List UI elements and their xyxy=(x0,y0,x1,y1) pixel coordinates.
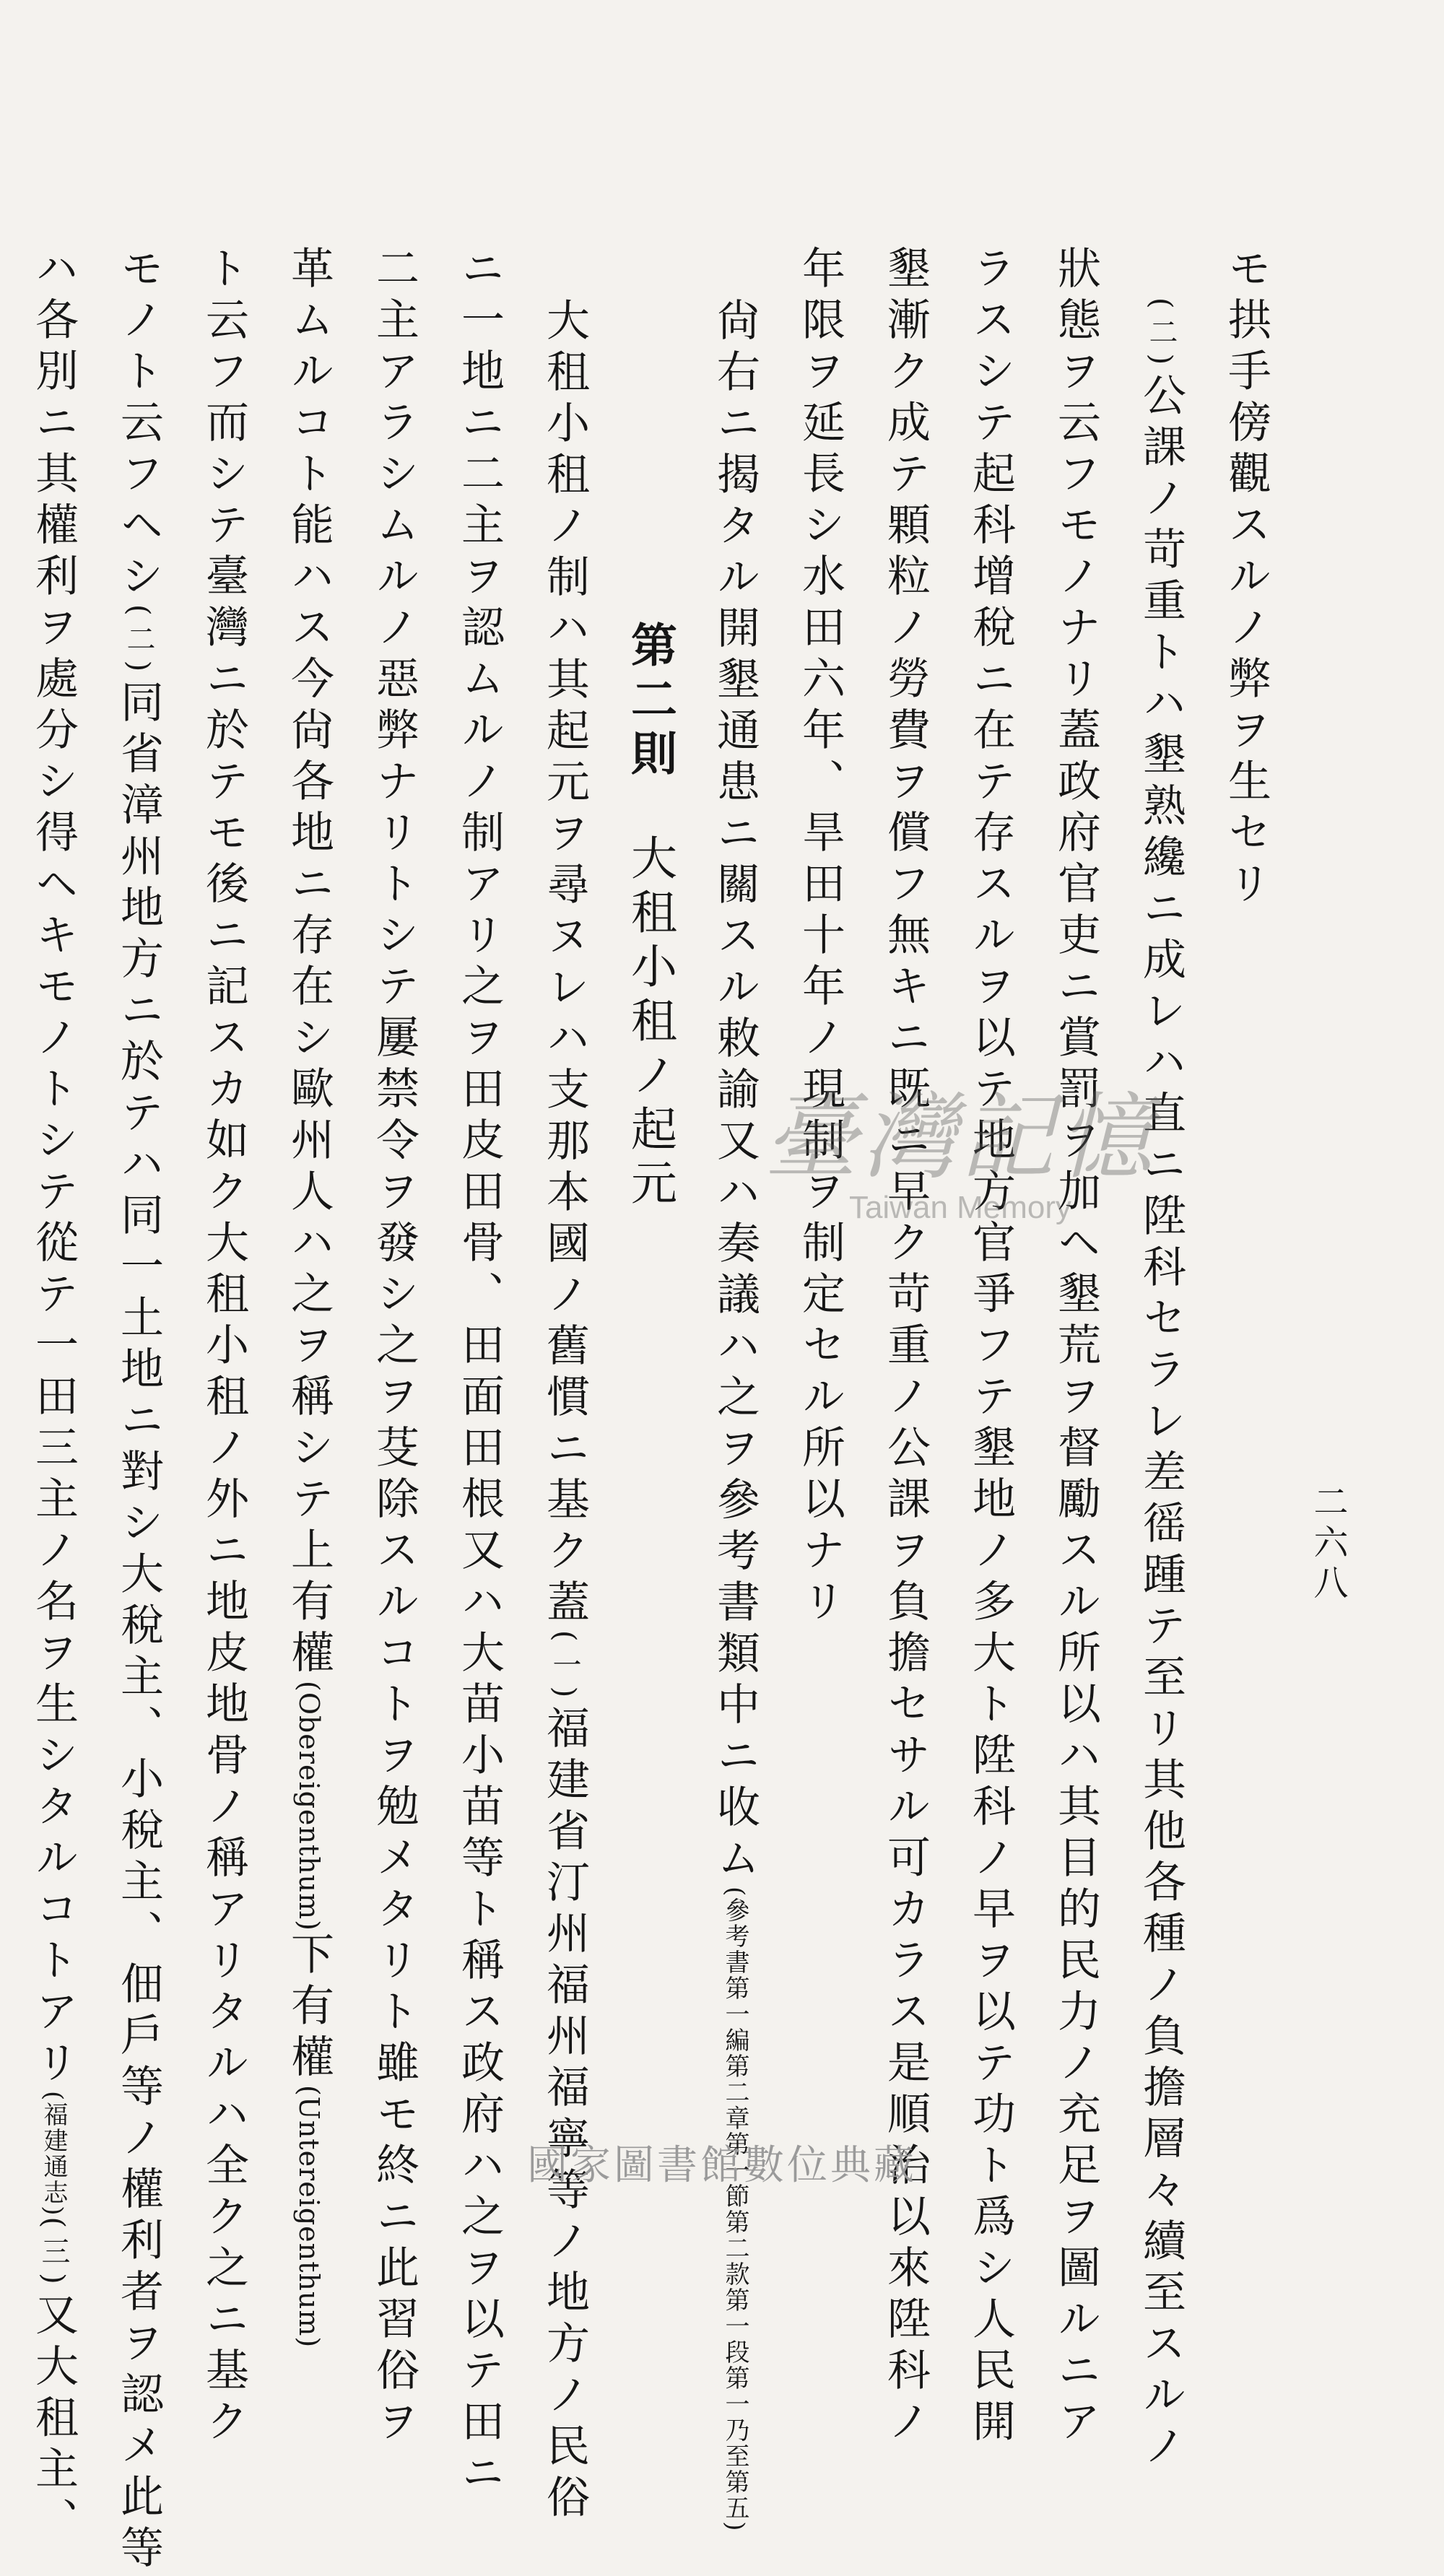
text-column xyxy=(0,245,11,2036)
text-column: ラスシテ起科增稅ニ在テ存スルヲ以テ地方官爭フテ墾地ノ多大ト陞科ノ早ヲ以テ功ト爲シ人民開 xyxy=(965,245,1016,2450)
text-column: ハ各別ニ其權利ヲ處分シ得ヘキモノトシテ從テ一田三主ノ名ヲ生シタルコトアリ(福建通志)(三)又大租主、 xyxy=(28,245,79,2549)
item-number: (二) xyxy=(1144,297,1178,373)
section-title: 大租小租ノ起元 xyxy=(623,834,677,1213)
text-column: 二主アラシムルノ惡弊ナリトシテ屢禁令ヲ發シ之ヲ芟除スルコトヲ勉メタリト雖モ終ニ此習俗ヲ xyxy=(369,245,419,2450)
text-column: ニ一地ニ二主ヲ認ムルノ制アリ之ヲ田皮田骨、田面田根又ハ大苗小苗等ト稱ス政府ハ之ヲ以テ田ニ xyxy=(454,245,505,2501)
section-label: 第二則 xyxy=(623,621,677,783)
item-number: (三) xyxy=(37,2216,70,2292)
text-column: 大租小租ノ制ハ其起元ヲ尋ヌレハ支那本國ノ舊慣ニ基ク蓋(一)福建省汀州福州福寧等ノ地方ノ民俗 xyxy=(539,297,590,2526)
text-column: モノト云フヘシ(二)同省漳州地方ニ於テハ同一土地ニ對シ大稅主、小稅主、佃戶等ノ權利者ヲ認メ此等 xyxy=(113,245,164,2576)
text-column: (二)公課ノ苛重トハ墾熟纔ニ成レハ直ニ陞科セラレ差徭踵テ至リ其他各種ノ負擔層々續至スルノ xyxy=(1136,297,1186,2475)
text-column: 年限ヲ延長シ水田六年、旱田十年ノ現制ヲ制定セル所以ナリ xyxy=(795,245,845,1629)
footer-caption: 國家圖書館數位典藏 xyxy=(527,2142,917,2188)
text-column: 墾漸ク成テ顆粒ノ勞費ヲ償フ無キニ既ニ早ク苛重ノ公課ヲ負擔セサル可カラス是順治以來陞科ノ xyxy=(880,245,931,2450)
reference-note: (參考書第一編第二章第一節第二款第一段第一乃至第五) xyxy=(721,1887,749,2533)
latin-term: (Obereigenthum) xyxy=(293,1681,325,1931)
source-note: (福建通志) xyxy=(39,2091,68,2217)
latin-term: (Untereigenthum) xyxy=(293,2084,325,2349)
item-number: (二) xyxy=(122,604,155,680)
text-column: モ拱手傍觀スルノ弊ヲ生セリ xyxy=(1221,245,1271,912)
watermark-latin: Taiwan Memory xyxy=(848,1190,1072,1225)
page-number: 二六八 xyxy=(1308,1484,1348,1605)
item-number: (一) xyxy=(548,1630,581,1706)
text-column: 尙右ニ揭タル開墾通患ニ關スル敕諭又ハ奏議ハ之ヲ參考書類中ニ收ム(參考書第一編第二章第一節第二款第一段第一乃至第五) xyxy=(710,297,760,2533)
text-column: 狀態ヲ云フモノナリ蓋政府官吏ニ賞罰ヲ加ヘ墾荒ヲ督勵スル所以ハ其目的民力ノ充足ヲ圖ルニア xyxy=(1051,245,1101,2450)
text-column: 革ムルコト能ハス今尙各地ニ存在シ歐州人ハ之ヲ稱シテ上有權(Obereigenthum)下有權(Untereigenthum) xyxy=(284,245,334,2349)
section-heading xyxy=(607,245,692,2036)
watermark-text: 臺灣記憶 xyxy=(763,1082,1157,1192)
text-column: ト云フ而シテ臺灣ニ於テモ後ニ記スカ如ク大租小租ノ外ニ地皮地骨ノ稱アリタルハ全ク之ニ基ク xyxy=(199,245,249,2450)
